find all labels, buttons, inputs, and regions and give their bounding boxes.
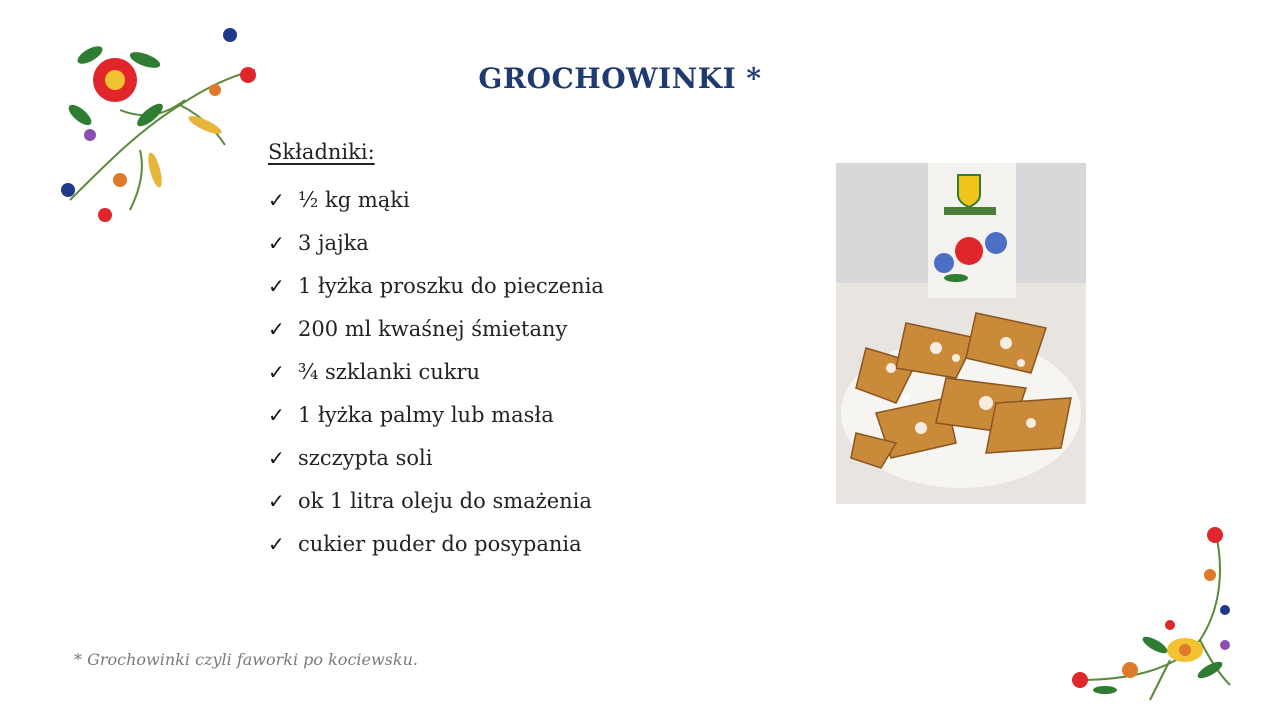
check-icon: ✓ xyxy=(268,359,285,384)
ingredients-list xyxy=(268,178,604,565)
yellow-flower-icon xyxy=(1167,638,1203,662)
ingredients-heading: Składniki: xyxy=(268,140,375,164)
footnote: * Grochowinki czyli faworki po kociewsku. xyxy=(74,650,418,669)
ingredient-text: 200 ml kwaśnej śmietany xyxy=(298,316,568,341)
decorated-box-image xyxy=(928,163,1016,298)
ingredient-text: ½ kg mąki xyxy=(298,187,410,212)
floral-decoration-bottom-right xyxy=(1060,520,1240,705)
check-icon: ✓ xyxy=(268,273,285,298)
check-icon: ✓ xyxy=(268,531,285,556)
ingredient-text: 1 łyżka palmy lub masła xyxy=(298,402,554,427)
ingredient-text: 3 jajka xyxy=(298,230,369,255)
list-item xyxy=(268,264,604,307)
check-icon: ✓ xyxy=(268,445,285,470)
list-item xyxy=(268,479,604,522)
list-item xyxy=(268,307,604,350)
check-icon: ✓ xyxy=(268,187,285,212)
check-icon: ✓ xyxy=(268,230,285,255)
floral-decoration-top-left xyxy=(50,20,270,230)
page-title: GROCHOWINKI * xyxy=(478,62,762,95)
list-item xyxy=(268,221,604,264)
ingredient-text: szczypta soli xyxy=(298,445,433,470)
pastry-photo-illustration xyxy=(836,163,1086,504)
list-item xyxy=(268,436,604,479)
check-icon: ✓ xyxy=(268,316,285,341)
ingredient-text: ¾ szklanki cukru xyxy=(298,359,481,384)
ingredient-text: cukier puder do posypania xyxy=(298,531,582,556)
check-icon: ✓ xyxy=(268,402,285,427)
list-item xyxy=(268,522,604,565)
ingredient-text: 1 łyżka proszku do pieczenia xyxy=(298,273,604,298)
list-item xyxy=(268,393,604,436)
ingredient-text: ok 1 litra oleju do smażenia xyxy=(298,488,592,513)
list-item xyxy=(268,178,604,221)
list-item xyxy=(268,350,604,393)
check-icon: ✓ xyxy=(268,488,285,513)
pastry-photo xyxy=(836,163,1086,504)
